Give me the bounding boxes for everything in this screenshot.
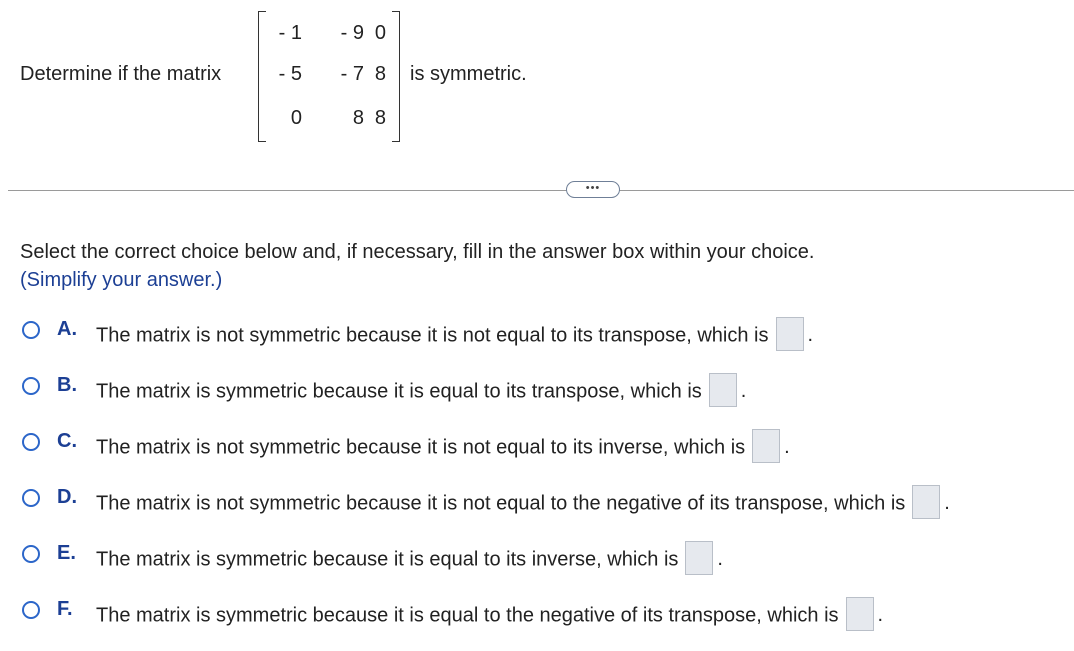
- radio-button[interactable]: [22, 601, 40, 619]
- matrix-cell: - 1: [278, 22, 302, 44]
- matrix-cell: 8: [374, 107, 386, 129]
- question-prefix: Determine if the matrix: [20, 63, 222, 85]
- more-options-button[interactable]: •••: [566, 181, 620, 198]
- hint-text: (Simplify your answer.): [20, 269, 223, 291]
- answer-box[interactable]: [709, 373, 737, 407]
- choice-text: The matrix is symmetric because it is equal to its transpose, which is .: [96, 375, 746, 409]
- choice-text: The matrix is not symmetric because it is not equal to its inverse, which is .: [96, 431, 790, 465]
- choice-letter: D.: [57, 486, 77, 508]
- matrix-cell: 8: [352, 107, 364, 129]
- choice-letter: F.: [57, 598, 73, 620]
- radio-button[interactable]: [22, 489, 40, 507]
- section-divider: [8, 190, 1074, 191]
- instruction-text: Select the correct choice below and, if necessary, fill in the answer box within your choice.: [20, 241, 815, 263]
- answer-box[interactable]: [846, 597, 874, 631]
- matrix-cell: 8: [374, 63, 386, 85]
- matrix-cell: 0: [290, 107, 302, 129]
- matrix-left-bracket: [258, 11, 266, 142]
- matrix-cell: 0: [374, 22, 386, 44]
- choice-text: The matrix is not symmetric because it is not equal to its transpose, which is .: [96, 319, 813, 353]
- question-suffix: is symmetric.: [410, 63, 527, 85]
- choice-letter: E.: [57, 542, 76, 564]
- matrix-cell: - 9: [340, 22, 364, 44]
- radio-button[interactable]: [22, 545, 40, 563]
- matrix-right-bracket: [392, 11, 400, 142]
- choice-letter: A.: [57, 318, 77, 340]
- choice-text: The matrix is not symmetric because it is not equal to the negative of its transpose, which is .: [96, 487, 950, 521]
- choice-text: The matrix is symmetric because it is equal to its inverse, which is .: [96, 543, 723, 577]
- radio-button[interactable]: [22, 321, 40, 339]
- radio-button[interactable]: [22, 377, 40, 395]
- answer-box[interactable]: [776, 317, 804, 351]
- matrix: [258, 11, 400, 142]
- matrix-cell: - 7: [340, 63, 364, 85]
- radio-button[interactable]: [22, 433, 40, 451]
- answer-box[interactable]: [912, 485, 940, 519]
- choice-letter: C.: [57, 430, 77, 452]
- choice-text: The matrix is symmetric because it is equal to the negative of its transpose, which is .: [96, 599, 883, 633]
- matrix-cell: - 5: [278, 63, 302, 85]
- question-prompt: [20, 11, 580, 147]
- answer-box[interactable]: [752, 429, 780, 463]
- answer-box[interactable]: [685, 541, 713, 575]
- choice-letter: B.: [57, 374, 77, 396]
